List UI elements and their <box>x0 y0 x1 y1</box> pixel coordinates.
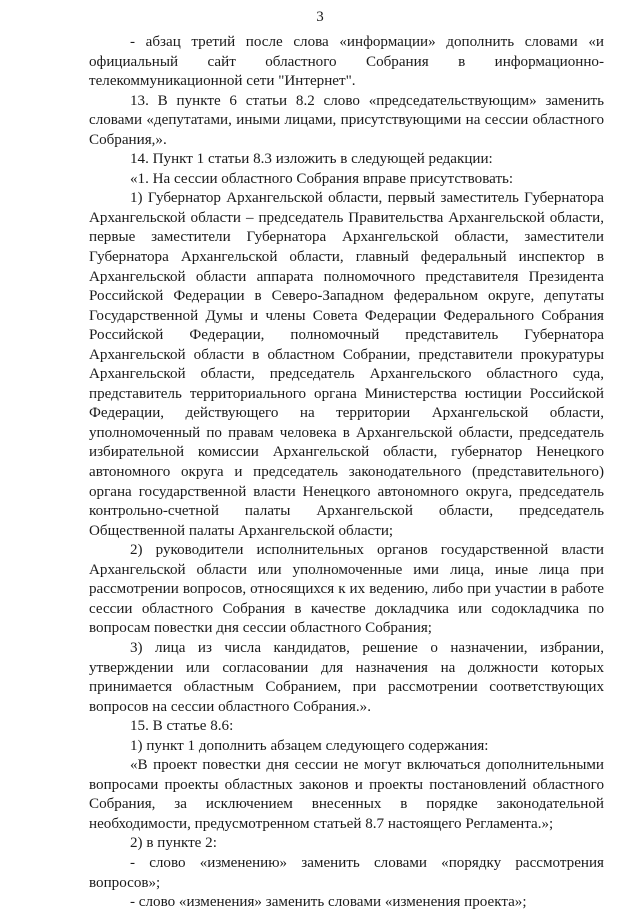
paragraph-10: «В проект повестки дня сессии не могут включаться дополнительными вопросами проекты областных законов и проекты постановлений областного Собрания, за исключением внесенных в порядке законодательной необходимости, предусмотренном статьей 8.7 настоящего Регламента.»; <box>89 757 604 832</box>
paragraph-3: 14. Пункт 1 статьи 8.3 изложить в следующей редакции: <box>130 151 493 168</box>
paragraph-13: - слово «изменения» заменить словами «изменения проекта»; <box>130 894 527 911</box>
paragraph-5: 1) Губернатор Архангельской области, первый заместитель Губернатора Архангельской области – председатель Правительства Архангельской области, первые заместители Губернатора Архангельской области, заместители Губернатора Архангельской области, главный федеральный инспектор в Архангельской области аппарата полномочного представителя Президента Российской Федерации в Северо-Западном федеральном округе, депутаты Государственной Думы и члены Совета Федерации Федерального Собрания Российской Федерации, полномочный представитель Губернатора Архангельской области в областном Собрании, представители прокуратуры Архангельской области, председатель Архангельского областного суда, представитель территориального органа Министерства юстиции Российской Федерации, действующего на территории Архангельской области, уполномоченный по правам человека в Архангельской области, председатель избирательной комиссии Архангельской области, губернатор Ненецкого автономного округа и председатель законодательного (представительного) органа государственной власти Ненецкого автономного округа, председатель контрольно-счетной палаты Архангельской области, председатель Общественной палаты Архангельской области; <box>89 190 604 539</box>
paragraph-7: 3) лица из числа кандидатов, решение о назначении, избрании, утверждении или согласовании для назначения на должности которых принимается областным Собранием, при рассмотрении соответствующих вопросов на сессии областного Собрания.». <box>89 639 604 715</box>
document-body <box>89 33 604 913</box>
paragraph-6: 2) руководители исполнительных органов государственной власти Архангельской области или уполномоченные ими лица, иные лица при рассмотрении вопросов, относящихся к их ведению, либо при участии в работе сессии областного Собрания в качестве докладчика или содокладчика по вопросам повестки дня сессии областного Собрания; <box>89 542 604 637</box>
paragraph-11: 2) в пункте 2: <box>130 835 217 852</box>
paragraph-1: - абзац третий после слова «информации» дополнить словами «и официальный сайт областного Собрания в информационно-телекоммуникационной сети "Интернет". <box>89 34 604 90</box>
paragraph-9: 1) пункт 1 дополнить абзацем следующего содержания: <box>130 737 489 754</box>
paragraph-8: 15. В статье 8.6: <box>130 718 234 735</box>
page-number: 3 <box>316 9 324 25</box>
paragraph-2: 13. В пункте 6 статьи 8.2 слово «председательствующим» заменить словами «депутатами, иными лицами, присутствующими на сессии областного Собрания,». <box>89 92 604 148</box>
paragraph-12: - слово «изменению» заменить словами «порядку рассмотрения вопросов»; <box>89 854 604 891</box>
paragraph-4: «1. На сессии областного Собрания вправе присутствовать: <box>130 170 514 187</box>
